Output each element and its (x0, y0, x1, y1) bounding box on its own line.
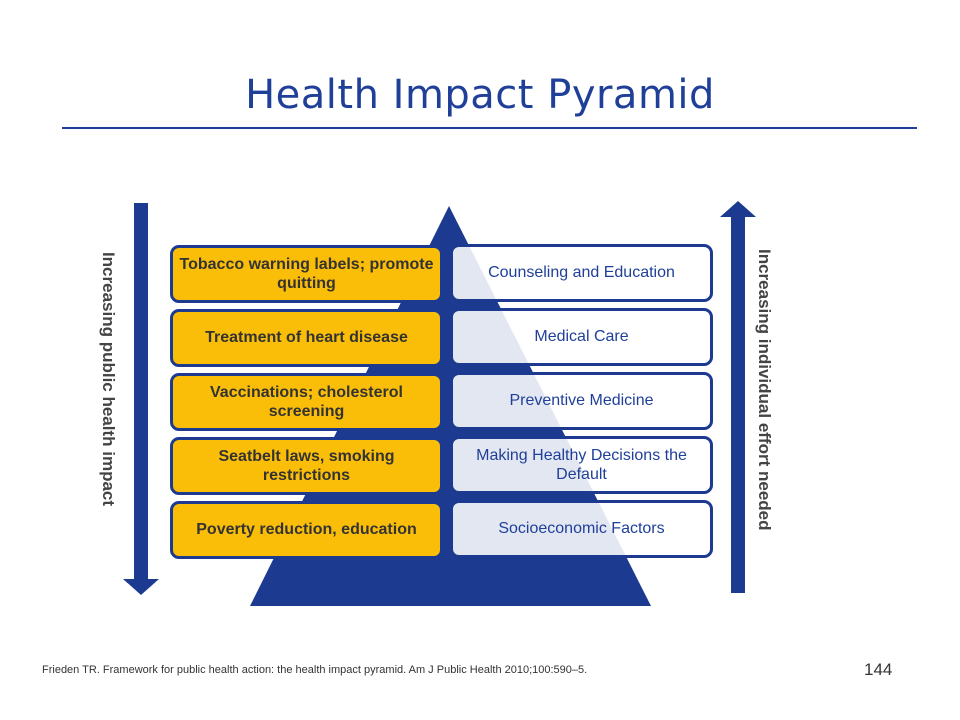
citation: Frieden TR. Framework for public health action: the health impact pyramid. Am J Public Health 2010;100:590–5. (42, 664, 588, 676)
intervention-box-5: Poverty reduction, education (170, 501, 443, 559)
level-box-1: Counseling and Education (450, 244, 713, 302)
intervention-box-2: Treatment of heart disease (170, 309, 443, 367)
level-box-2: Medical Care (450, 308, 713, 366)
intervention-box-1: Tobacco warning labels; promote quitting (170, 245, 443, 303)
level-box-5: Socioeconomic Factors (450, 500, 713, 558)
level-box-3: Preventive Medicine (450, 372, 713, 430)
page-number: 144 (864, 660, 893, 679)
right-arrow-up (720, 201, 756, 593)
intervention-box-4: Seatbelt laws, smoking restrictions (170, 437, 443, 495)
intervention-box-3: Vaccinations; cholesterol screening (170, 373, 443, 431)
slide-title: Health Impact Pyramid (245, 72, 715, 118)
left-arrow-label: Increasing public health impact (99, 251, 118, 507)
left-arrow-down (123, 203, 159, 595)
level-box-4: Making Healthy Decisions the Default (450, 436, 713, 494)
right-arrow-label: Increasing individual effort needed (755, 249, 774, 531)
